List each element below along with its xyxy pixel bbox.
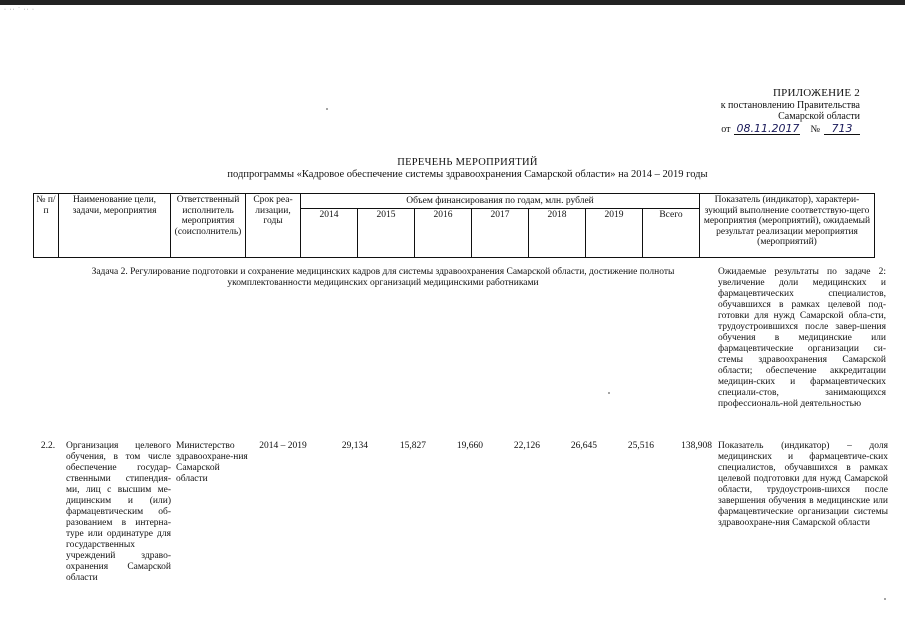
row-value-2014: 29,134 <box>341 441 368 451</box>
scan-speck <box>608 392 610 394</box>
document-title <box>0 157 905 181</box>
header-executor: Ответственный исполнитель мероприятия (соисполнитель) <box>171 194 246 258</box>
header-year-2014: 2014 <box>301 209 358 258</box>
appendix-line-1: к постановлению Правительства <box>720 99 860 111</box>
header-indicator: Показатель (индикатор), характери-зующий выполнение соответствую-щего мероприятия (мероприятий), ожидаемый результат реализации мероприятия (мероприятий) <box>700 194 875 258</box>
row-value-total: 138,908 <box>681 441 712 451</box>
scan-artifact: · ·· ˙ ·· · <box>4 7 35 13</box>
row-value-2015: 15,827 <box>399 441 426 451</box>
row-indicator: Показатель (индикатор) – доля медицинских и фармацевтиче-ских специалистов, обучавшихся в рамках целевой подготовки для нужд Самарской области, трудоустроив-шихся после завершения обучения в медицинские или фармацевтические организации системы здравоохране-ния Самарской области <box>718 441 888 528</box>
title-line-1: ПЕРЕЧЕНЬ МЕРОПРИЯТИЙ <box>397 157 538 168</box>
header-term: Срок реа-лизации, годы <box>246 194 301 258</box>
handwritten-date: 08.11.2017 <box>736 121 800 135</box>
table-body <box>33 265 905 640</box>
appendix-line-2: Самарской области <box>778 111 860 122</box>
header-year-2018: 2018 <box>529 209 586 258</box>
header-total: Всего <box>643 209 700 258</box>
header-table <box>33 193 875 258</box>
header-year-2017: 2017 <box>472 209 529 258</box>
scan-speck <box>884 598 886 600</box>
number-prefix: № <box>810 123 820 135</box>
row-name: Организация целевого обучения, в том числе обеспечение государ-ственными стипендия-ми, лиц с высшим ме-дицинским и (или) фармацевтическим об-разованием в интерна-туре или ординатуре для государственных учреждений здраво-охранения Самарской области <box>66 441 171 583</box>
header-year-2016: 2016 <box>415 209 472 258</box>
header-num: № п/п <box>34 194 59 258</box>
row-executor: Министерство здравоохране-ния Самарской области <box>176 441 248 484</box>
row-value-2016: 19,660 <box>456 441 483 451</box>
header-financing: Объем финансирования по годам, млн. рублей <box>301 194 700 209</box>
header-year-2015: 2015 <box>358 209 415 258</box>
date-prefix: от <box>721 123 731 135</box>
scan-top-border <box>0 0 905 5</box>
title-line-2: подпрограммы «Кадровое обеспечение системы здравоохранения Самарской области» на 2014 – 2019 годы <box>227 169 708 180</box>
row-value-2019: 25,516 <box>627 441 654 451</box>
appendix-date-number <box>640 123 860 136</box>
header-name: Наименование цели, задачи, мероприятия <box>59 194 171 258</box>
header-year-2019: 2019 <box>586 209 643 258</box>
scan-speck <box>326 108 328 110</box>
task-2-results: Ожидаемые результаты по задаче 2: увеличение доли медицинских и фармацевтических специалистов, обучавшихся в рамках целевой под-готовки для нужд Самарской обла-сти, трудоустроившихся после завер-шения обучения в медицинские или фармацевтические организации си-стемы здравоохранения Самарской области; обеспечение аккредитации медицин-ских и фармацевтических специали-стов, занимающихся профессиональ-ной деятельностью <box>718 267 886 409</box>
row-value-2018: 26,645 <box>570 441 597 451</box>
appendix-title: ПРИЛОЖЕНИЕ 2 <box>773 87 860 99</box>
appendix-block <box>640 88 860 135</box>
row-num: 2.2. <box>40 441 56 451</box>
handwritten-number: 713 <box>824 123 860 135</box>
row-value-2017: 22,126 <box>513 441 540 451</box>
row-term: 2014 – 2019 <box>259 441 307 451</box>
task-2-text: Задача 2. Регулирование подготовки и сохранение медицинских кадров для системы здравоохранения Самарской области, достижение полноты укомплектованности медицинских организаций медицинскими работниками <box>91 267 675 288</box>
